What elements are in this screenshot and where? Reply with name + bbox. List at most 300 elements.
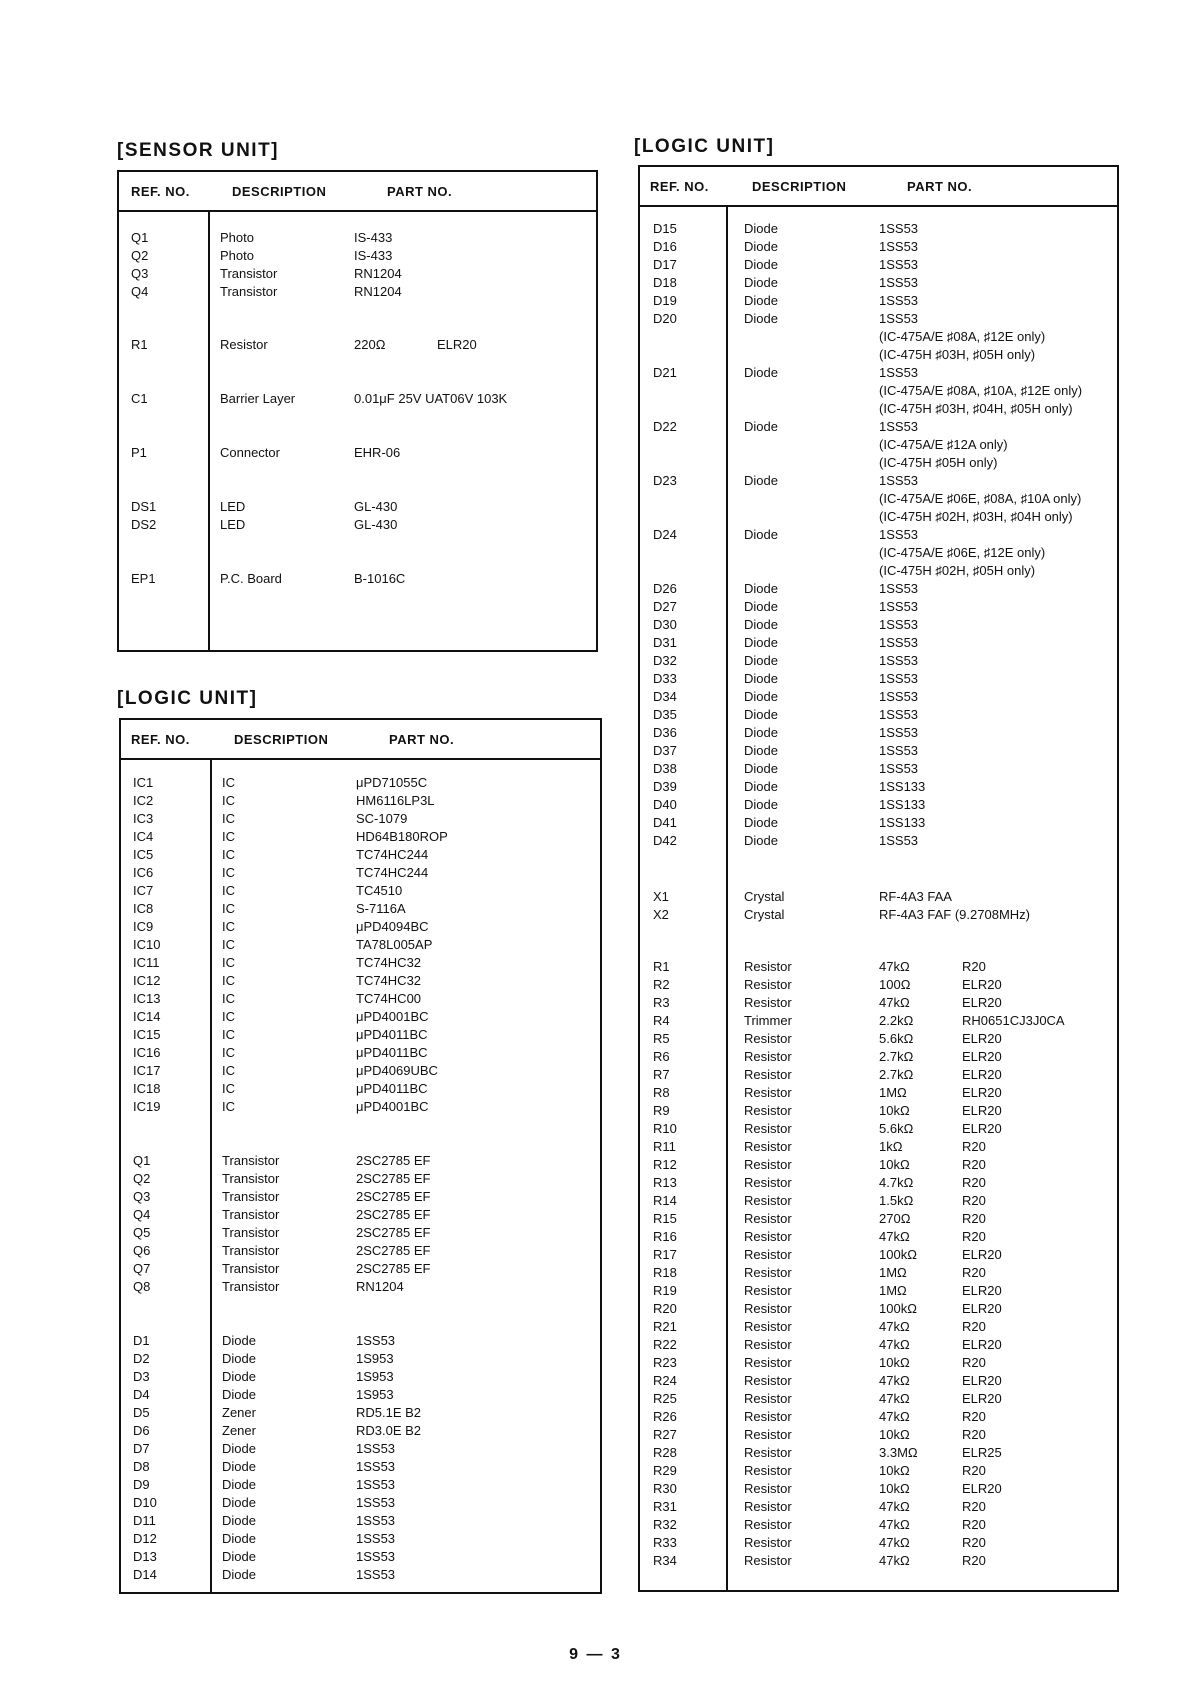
table-row [640,238,1117,256]
part-spec-cell: ELR20 [962,1247,1002,1262]
part-no-cell: 10kΩ [879,1427,910,1442]
description-cell: IC [222,1099,235,1114]
description-cell: Diode [744,239,778,254]
part-no-cell: 1SS53 [879,707,919,722]
description-cell: Diode [744,419,778,434]
logic-unit-left-table [119,718,602,1594]
table-row [121,1368,600,1386]
description-cell: Resistor [220,337,268,352]
ref-no-cell: IC8 [133,901,154,916]
table-row [640,706,1117,724]
ref-no-cell: D17 [653,257,677,272]
description-cell: Diode [744,707,778,722]
description-cell: Resistor [744,1481,792,1496]
part-no-cell: 1SS53 [879,689,919,704]
ref-no-cell: D41 [653,815,677,830]
part-spec-cell: ELR20 [962,1481,1002,1496]
part-no-cell: TC74HC00 [356,991,422,1006]
part-no-cell: (IC-475H ♯02H, ♯03H, ♯04H only) [879,509,1073,524]
description-cell: Photo [220,230,254,245]
table-row [119,283,596,301]
part-no-cell: 1SS133 [879,779,926,794]
part-no-cell: RF-4A3 FAF (9.2708MHz) [879,907,1030,922]
table-row [640,994,1117,1012]
table-row [121,1242,600,1260]
part-spec-cell: ELR20 [962,1301,1002,1316]
part-no-cell: 47kΩ [879,995,910,1010]
part-no-cell: 1SS53 [879,653,919,668]
description-cell: Trimmer [744,1013,792,1028]
part-no-cell: RD5.1E B2 [356,1405,422,1420]
table-row [640,292,1117,310]
description-cell: Resistor [744,1499,792,1514]
description-cell: Diode [222,1477,256,1492]
table-row [640,832,1117,850]
part-no-cell: 5.6kΩ [879,1031,914,1046]
table-row [121,900,600,918]
description-cell: Diode [222,1441,256,1456]
table-row [121,1566,600,1584]
ref-no-cell: D36 [653,725,677,740]
description-cell: Diode [744,473,778,488]
table-row [640,976,1117,994]
part-no-cell: (IC-475H ♯02H, ♯05H only) [879,563,1036,578]
description-cell: Diode [222,1549,256,1564]
ref-no-cell: D10 [133,1495,157,1510]
part-spec-cell: ELR20 [962,1337,1002,1352]
header-part-no: PART NO. [387,184,453,199]
part-spec-cell: ELR20 [962,1373,1002,1388]
table-row [640,1390,1117,1408]
part-spec-cell: RH0651CJ3J0CA [962,1013,1065,1028]
table-row [640,400,1117,418]
ref-no-cell: Q5 [133,1225,151,1240]
part-spec-cell: ELR20 [962,977,1002,992]
table-row [640,742,1117,760]
part-no-cell: 1S953 [356,1369,394,1384]
table-row [121,1548,600,1566]
part-no-cell: 1SS53 [879,743,919,758]
description-cell: IC [222,1045,235,1060]
table-row [640,1156,1117,1174]
ref-no-cell: DS2 [131,517,157,532]
part-no-cell: 47kΩ [879,1373,910,1388]
table-row [121,972,600,990]
table-row [640,544,1117,562]
description-cell: IC [222,901,235,916]
ref-no-cell: R14 [653,1193,677,1208]
ref-no-cell: Q2 [131,248,149,263]
ref-no-cell: R1 [653,959,670,974]
table-row [640,1534,1117,1552]
table-row [121,1098,600,1116]
description-cell: Resistor [744,959,792,974]
description-cell: Resistor [744,1553,792,1568]
part-spec-cell: ELR20 [962,995,1002,1010]
table-row [640,1246,1117,1264]
ref-no-cell: R10 [653,1121,677,1136]
table-row [640,760,1117,778]
part-no-cell: SC-1079 [356,811,408,826]
part-no-cell: B-1016C [354,571,406,586]
part-no-cell: TC74HC32 [356,955,422,970]
part-no-cell: 1SS53 [356,1549,396,1564]
ref-no-cell: R8 [653,1085,670,1100]
table-row [119,336,596,354]
description-cell: Resistor [744,1211,792,1226]
table-row [121,1260,600,1278]
description-cell: IC [222,865,235,880]
header-part-no: PART NO. [389,732,455,747]
table-row [640,562,1117,580]
table-row [121,918,600,936]
part-no-cell: 270Ω [879,1211,911,1226]
part-no-cell: 47kΩ [879,1499,910,1514]
ref-no-cell: R32 [653,1517,677,1532]
description-cell: Diode [744,779,778,794]
table-row [121,1026,600,1044]
part-no-cell: TC74HC244 [356,847,429,862]
ref-no-cell: D31 [653,635,677,650]
ref-no-cell: R12 [653,1157,677,1172]
description-cell: IC [222,1009,235,1024]
table-row [640,490,1117,508]
part-no-cell: 2SC2785 EF [356,1189,431,1204]
table-row [121,828,600,846]
table-row [121,1476,600,1494]
part-no-cell: 2SC2785 EF [356,1225,431,1240]
description-cell: Resistor [744,1355,792,1370]
part-no-cell: μPD4011BC [356,1027,428,1042]
description-cell: Diode [744,365,778,380]
description-cell: Barrier Layer [220,391,296,406]
part-spec-cell: R20 [962,1319,986,1334]
ref-no-cell: C1 [131,391,148,406]
part-no-cell: μPD4011BC [356,1045,428,1060]
ref-no-cell: R2 [653,977,670,992]
ref-no-cell: IC19 [133,1099,161,1114]
part-no-cell: (IC-475A/E ♯08A, ♯12E only) [879,329,1046,344]
description-cell: Diode [744,689,778,704]
header-description: DESCRIPTION [234,732,329,747]
ref-no-cell: R24 [653,1373,677,1388]
description-cell: Transistor [222,1225,280,1240]
ref-no-cell: R13 [653,1175,677,1190]
table-row [640,1264,1117,1282]
ref-no-cell: D40 [653,797,677,812]
part-spec-cell: R20 [962,1193,986,1208]
description-cell: Resistor [744,1301,792,1316]
part-no-cell: 47kΩ [879,1517,910,1532]
ref-no-cell: Q2 [133,1171,151,1186]
table-row [640,688,1117,706]
part-no-cell: TC74HC32 [356,973,422,988]
ref-no-cell: D27 [653,599,677,614]
part-no-cell: μPD4001BC [356,1009,429,1024]
description-cell: Diode [744,743,778,758]
ref-no-cell: IC14 [133,1009,161,1024]
part-spec-cell: ELR20 [962,1031,1002,1046]
description-cell: Transistor [222,1171,280,1186]
ref-no-cell: Q8 [133,1279,151,1294]
part-no-cell: 1SS53 [879,275,919,290]
table-row [640,1336,1117,1354]
part-spec-cell: R20 [962,1499,986,1514]
description-cell: Photo [220,248,254,263]
part-no-cell: RF-4A3 FAA [879,889,952,904]
ref-no-cell: R21 [653,1319,677,1334]
table-row [640,472,1117,490]
part-no-cell: 1.5kΩ [879,1193,914,1208]
ref-no-cell: D21 [653,365,677,380]
ref-no-cell: IC12 [133,973,161,988]
header-ref-no: REF. NO. [650,179,709,194]
description-cell: Transistor [222,1279,280,1294]
part-no-cell: 100kΩ [879,1301,917,1316]
header-ref-no: REF. NO. [131,184,190,199]
description-cell: Diode [744,599,778,614]
description-cell: Resistor [744,1535,792,1550]
ref-no-cell: D15 [653,221,677,236]
description-cell: Diode [744,617,778,632]
ref-no-cell: EP1 [131,571,156,586]
part-no-cell: (IC-475H ♯03H, ♯04H, ♯05H only) [879,401,1073,416]
part-spec-cell: R20 [962,1517,986,1532]
ref-no-cell: D38 [653,761,677,776]
part-no-cell: 47kΩ [879,1337,910,1352]
part-spec-cell: R20 [962,1157,986,1172]
ref-no-cell: R26 [653,1409,677,1424]
part-no-cell: RD3.0E B2 [356,1423,422,1438]
description-cell: IC [222,829,235,844]
ref-no-cell: D30 [653,617,677,632]
ref-no-cell: Q4 [133,1207,151,1222]
ref-no-cell: D3 [133,1369,150,1384]
table-row [119,229,596,247]
description-cell: Diode [222,1387,256,1402]
description-cell: IC [222,973,235,988]
description-cell: Resistor [744,1283,792,1298]
description-cell: Resistor [744,1427,792,1442]
description-cell: Resistor [744,1229,792,1244]
part-no-cell: IS-433 [354,230,393,245]
table-row [121,1494,600,1512]
part-no-cell: 4.7kΩ [879,1175,914,1190]
ref-no-cell: D22 [653,419,677,434]
header-ref-no: REF. NO. [131,732,190,747]
table-row [121,990,600,1008]
part-no-cell: RN1204 [354,266,402,281]
table-row [640,1516,1117,1534]
description-cell: Resistor [744,1517,792,1532]
part-spec-cell: ELR25 [962,1445,1002,1460]
table-row [640,256,1117,274]
part-no-cell: (IC-475H ♯05H only) [879,455,998,470]
table-row [640,1030,1117,1048]
ref-no-cell: Q6 [133,1243,151,1258]
ref-no-cell: D12 [133,1531,157,1546]
description-cell: IC [222,847,235,862]
ref-no-cell: DS1 [131,499,157,514]
description-cell: Resistor [744,1103,792,1118]
part-no-cell: 1SS53 [356,1441,396,1456]
table-row [640,1354,1117,1372]
table-row [640,526,1117,544]
description-cell: Resistor [744,1373,792,1388]
logic-unit-left-title: [LOGIC UNIT] [117,688,258,709]
description-cell: Transistor [222,1207,280,1222]
ref-no-cell: D34 [653,689,677,704]
ref-no-cell: D37 [653,743,677,758]
part-no-cell: (IC-475A/E ♯06E, ♯08A, ♯10A only) [879,491,1082,506]
description-cell: Diode [744,635,778,650]
description-cell: Diode [222,1351,256,1366]
part-no-cell: 1SS53 [356,1459,396,1474]
table-row [121,774,600,792]
table-row [640,634,1117,652]
table-row [640,1372,1117,1390]
table-row [121,1350,600,1368]
description-cell: Resistor [744,1049,792,1064]
table-row [640,1174,1117,1192]
part-no-cell: μPD4069UBC [356,1063,438,1078]
table-row [640,1192,1117,1210]
ref-no-cell: D11 [133,1513,156,1528]
page-number: 9 — 3 [569,1646,622,1663]
table-row [640,1102,1117,1120]
part-spec-cell: R20 [962,1427,986,1442]
table-row [121,1332,600,1350]
table-row [119,498,596,516]
description-cell: Diode [744,581,778,596]
part-no-cell: 3.3MΩ [879,1445,918,1460]
table-row [121,792,600,810]
part-spec-cell: R20 [962,1553,986,1568]
table-row [640,1552,1117,1570]
description-cell: Resistor [744,1409,792,1424]
description-cell: IC [222,793,235,808]
table-row [640,1444,1117,1462]
description-cell: Resistor [744,1463,792,1478]
table-row [640,814,1117,832]
table-body [640,207,1117,1590]
ref-no-cell: R5 [653,1031,670,1046]
table-row [121,954,600,972]
table-row [640,906,1117,924]
table-row [640,1012,1117,1030]
table-row [119,444,596,462]
description-cell: Diode [744,293,778,308]
ref-no-cell: D8 [133,1459,150,1474]
description-cell: Connector [220,445,280,460]
description-cell: Diode [744,833,778,848]
part-no-cell: 1SS53 [879,617,919,632]
table-row [121,1404,600,1422]
table-row [640,346,1117,364]
part-no-cell: HD64B180ROP [356,829,448,844]
description-cell: Resistor [744,1445,792,1460]
part-no-cell: 1SS53 [356,1531,396,1546]
description-cell: Diode [744,221,778,236]
part-no-cell: 1SS53 [356,1477,396,1492]
part-spec-cell: R20 [962,1409,986,1424]
ref-no-cell: D4 [133,1387,150,1402]
ref-no-cell: X2 [653,907,669,922]
ref-no-cell: IC13 [133,991,161,1006]
ref-no-cell: Q1 [131,230,149,245]
part-no-cell: 1SS53 [356,1495,396,1510]
table-row [121,1440,600,1458]
ref-no-cell: X1 [653,889,669,904]
ref-no-cell: R19 [653,1283,677,1298]
part-no-cell: 47kΩ [879,959,910,974]
ref-no-cell: R3 [653,995,670,1010]
table-row [640,958,1117,976]
header-part-no: PART NO. [907,179,973,194]
ref-no-cell: R30 [653,1481,677,1496]
part-spec-cell: ELR20 [962,1103,1002,1118]
description-cell: Transistor [220,266,278,281]
part-no-cell: 47kΩ [879,1409,910,1424]
table-row [121,1008,600,1026]
ref-no-cell: D18 [653,275,677,290]
table-row [640,310,1117,328]
part-no-cell: 1SS53 [356,1567,396,1582]
description-cell: IC [222,811,235,826]
table-row [121,882,600,900]
ref-no-cell: D9 [133,1477,150,1492]
part-spec-cell: ELR20 [962,1121,1002,1136]
description-cell: IC [222,883,235,898]
part-no-cell: 1SS53 [879,473,919,488]
table-row [640,580,1117,598]
part-no-cell: 10kΩ [879,1481,910,1496]
table-row [121,1386,600,1404]
table-row [640,1282,1117,1300]
ref-no-cell: IC16 [133,1045,161,1060]
ref-no-cell: D6 [133,1423,150,1438]
part-no-cell: 2SC2785 EF [356,1153,431,1168]
part-no-cell: 1SS53 [879,257,919,272]
description-cell: Resistor [744,1175,792,1190]
table-row [121,846,600,864]
ref-no-cell: D33 [653,671,677,686]
description-cell: IC [222,955,235,970]
ref-no-cell: Q3 [131,266,149,281]
sensor-unit-title: [SENSOR UNIT] [117,140,279,161]
table-row [640,274,1117,292]
part-spec-cell: ELR20 [962,1085,1002,1100]
table-row [119,265,596,283]
part-no-cell: μPD71055C [356,775,428,790]
part-no-cell: IS-433 [354,248,393,263]
part-no-cell: μPD4011BC [356,1081,428,1096]
description-cell: Resistor [744,1193,792,1208]
table-row [640,1210,1117,1228]
part-no-cell: 2SC2785 EF [356,1207,431,1222]
part-no-cell: 2.7kΩ [879,1067,914,1082]
table-row [640,382,1117,400]
part-no-cell: 100Ω [879,977,911,992]
description-cell: IC [222,1027,235,1042]
part-spec-cell: R20 [962,1211,986,1226]
part-spec-cell: R20 [962,959,986,974]
part-no-cell: 1SS53 [879,419,919,434]
description-cell: Diode [744,311,778,326]
part-no-cell: 1SS53 [879,221,919,236]
description-cell: Diode [744,797,778,812]
table-row [119,390,596,408]
